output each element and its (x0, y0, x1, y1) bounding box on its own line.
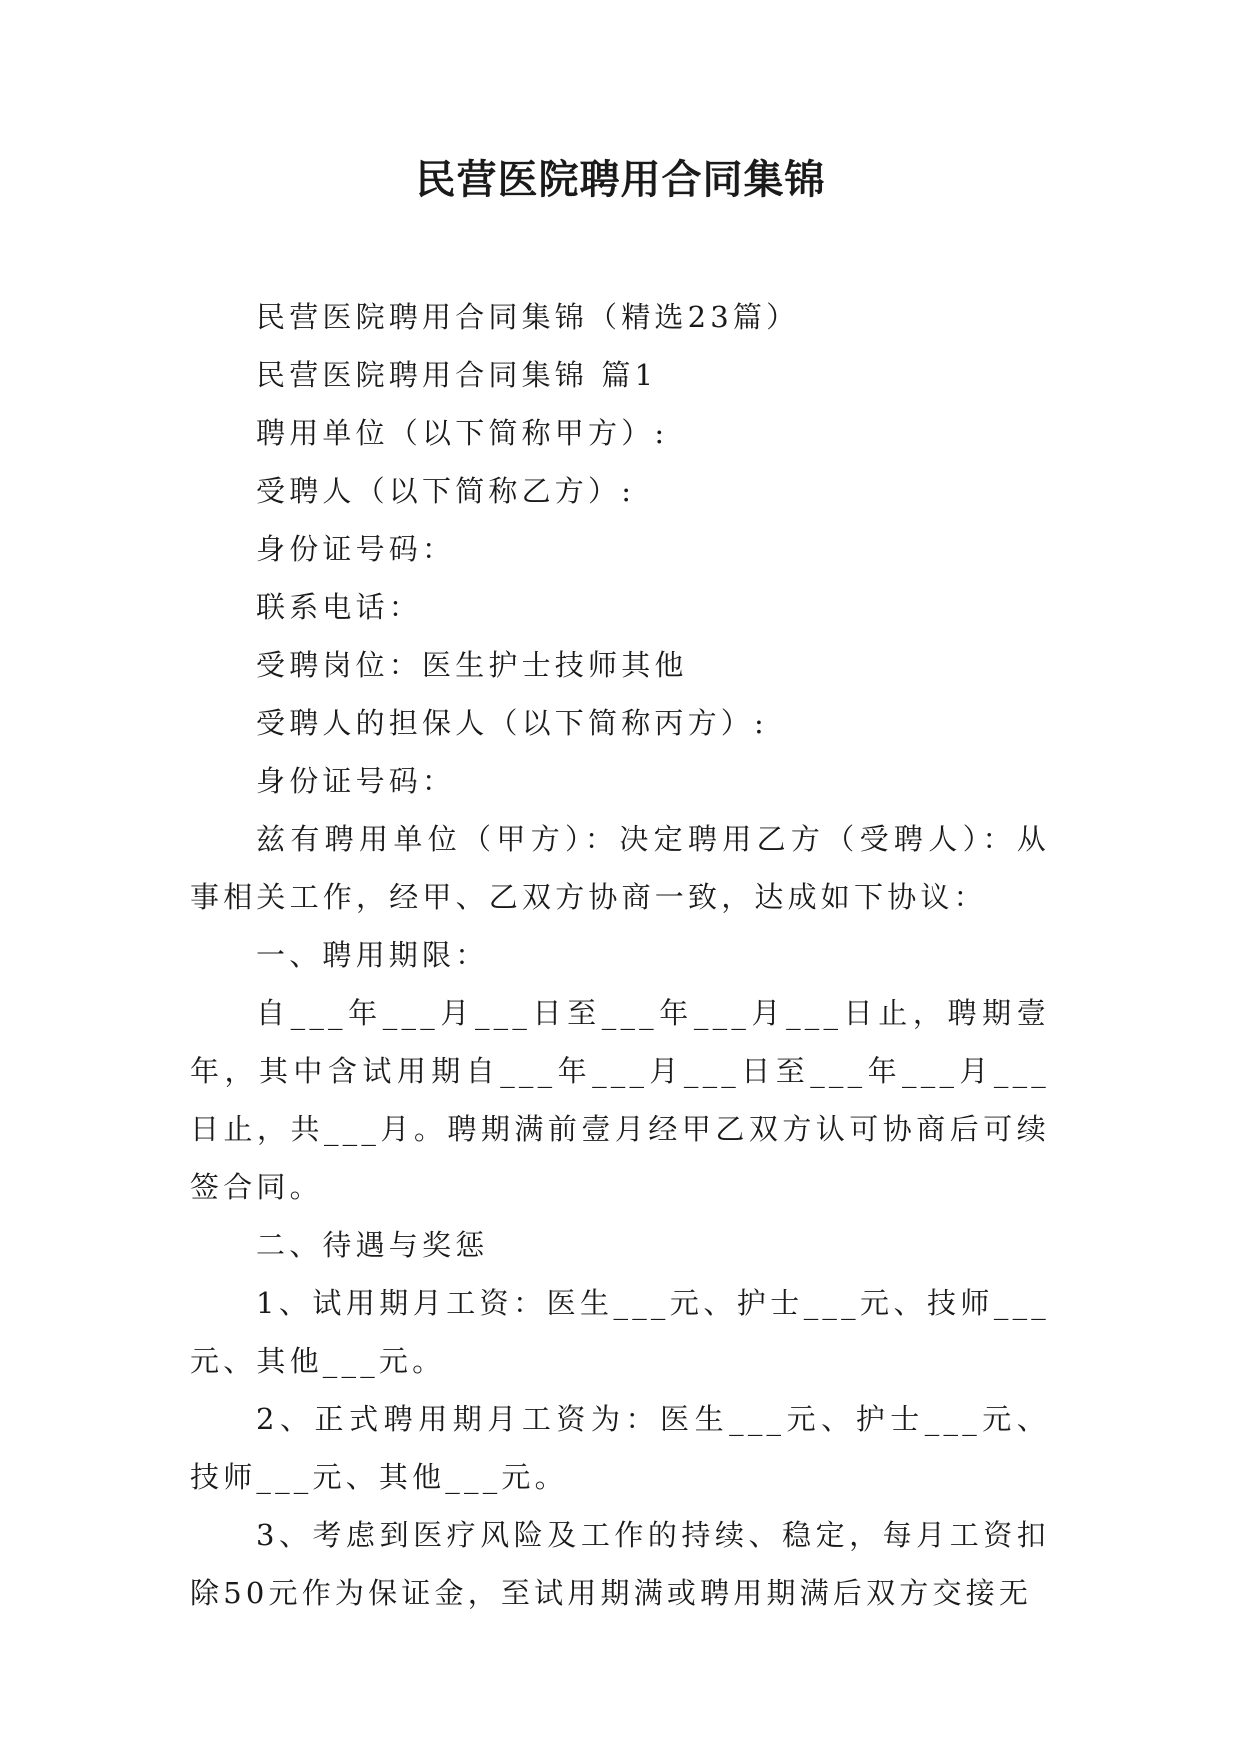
paragraph-position: 受聘岗位：医生护士技师其他 (256, 648, 688, 682)
document-title: 民营医院聘用合同集锦 (415, 157, 826, 203)
paragraph-section-heading: 民营医院聘用合同集锦 篇1 (256, 358, 658, 392)
paragraph-deposit: 3、考虑到医疗风险及工作的持续、稳定，每月工资扣除50元作为保证金，至试用期满或聘用期满后双方交接无 (190, 1518, 1050, 1610)
paragraph-id-number: 身份证号码： (256, 532, 456, 566)
paragraph-term-heading: 一、聘用期限： (256, 938, 489, 972)
paragraph-phone: 联系电话： (256, 590, 423, 624)
paragraph-probation-salary: 1、试用期月工资：医生___元、护士___元、技师___元、其他___元。 (190, 1286, 1050, 1378)
paragraph-guarantor-id: 身份证号码： (256, 764, 456, 798)
document-body (190, 288, 1050, 1622)
paragraph-compensation-heading: 二、待遇与奖惩 (256, 1228, 489, 1262)
paragraph-guarantor: 受聘人的担保人（以下简称丙方）: (256, 706, 768, 740)
paragraph-formal-salary: 2、正式聘用期月工资为：医生___元、护士___元、技师___元、其他___元。 (190, 1402, 1050, 1494)
paragraph-employee: 受聘人（以下简称乙方）: (256, 474, 636, 508)
paragraph-term-details: 自___年___月___日至___年___月___日止，聘期壹年，其中含试用期自___年___月___日至___年___月___日止，共___月。聘期满前壹月经甲乙双方认可协商后可续签合同。 (190, 996, 1050, 1204)
paragraph-agreement-intro: 兹有聘用单位（甲方）：决定聘用乙方（受聘人）：从事相关工作，经甲、乙双方协商一致，达成如下协议： (190, 822, 1050, 914)
paragraph-subtitle: 民营医院聘用合同集锦（精选23篇） (256, 300, 800, 334)
paragraph-employer: 聘用单位（以下简称甲方）: (256, 416, 669, 450)
